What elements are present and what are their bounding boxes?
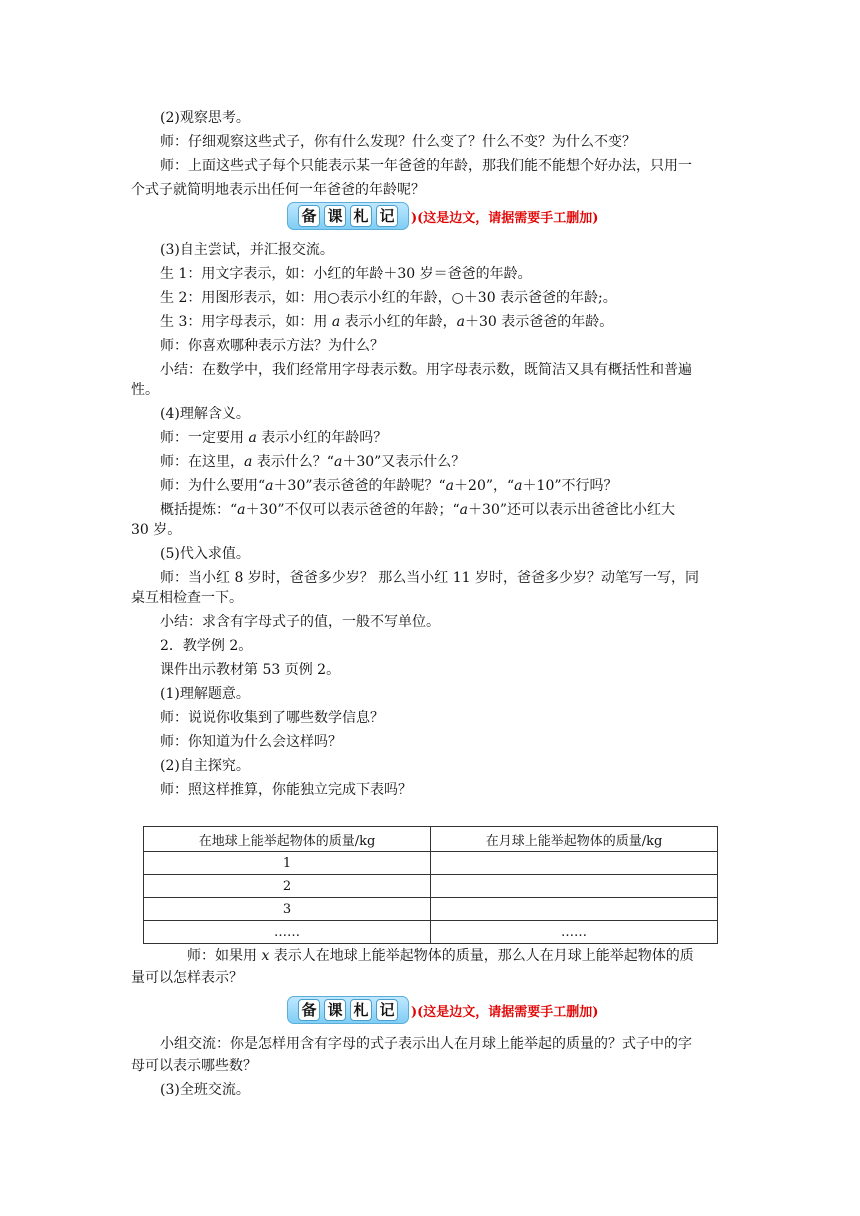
table-cell[interactable] <box>431 875 718 898</box>
badge-char: 备 <box>298 205 320 227</box>
paragraph: 性。 <box>131 382 159 398</box>
heading-substitute: (5)代入求值。 <box>160 546 250 562</box>
paragraph: 母可以表示哪些数？ <box>131 1058 257 1074</box>
table-cell: 1 <box>144 852 431 875</box>
table-header-earth: 在地球上能举起物体的质量/kg <box>144 827 431 852</box>
paragraph: 师：当小红 8 岁时，爸爸多少岁？ 那么当小红 11 岁时，爸爸多少岁？动笔写一写，同 <box>160 570 699 586</box>
paragraph: 师：照这样推算，你能独立完成下表吗？ <box>160 782 412 798</box>
paragraph: 小结：求含有字母式子的值，一般不写单位。 <box>160 614 440 630</box>
heading-understand: (1)理解题意。 <box>160 686 250 702</box>
paragraph: 生 1：用文字表示，如：小红的年龄＋30 岁＝爸爸的年龄。 <box>160 266 532 282</box>
badge-char: 记 <box>376 205 398 227</box>
paragraph: 师：你知道为什么会这样吗？ <box>160 734 342 750</box>
paragraph: 师：上面这些式子每个只能表示某一年爸爸的年龄，那我们能不能想个好办法，只用一 <box>160 158 692 174</box>
paragraph: 师：仔细观察这些式子，你有什么发现？什么变了？什么不变？为什么不变？ <box>160 134 636 150</box>
paragraph: 30 岁。 <box>131 522 182 538</box>
lesson-notes-banner <box>287 201 598 231</box>
paragraph: 生 3：用字母表示，如：用 a 表示小红的年龄，a＋30 表示爸爸的年龄。 <box>160 314 614 330</box>
heading-observe: (2)观察思考。 <box>160 110 250 126</box>
lesson-notes-banner <box>287 995 598 1025</box>
mass-table <box>143 826 718 944</box>
lesson-notes-badge <box>287 996 409 1024</box>
table-row <box>144 921 718 944</box>
badge-char: 备 <box>298 999 320 1021</box>
lesson-notes-badge <box>287 202 409 230</box>
badge-char: 记 <box>376 999 398 1021</box>
table-cell: 2 <box>144 875 431 898</box>
paragraph: 概括提炼：“a＋30”不仅可以表示爸爸的年龄；“a＋30”还可以表示出爸爸比小红大 <box>160 502 676 518</box>
margin-note: )(这是边文，请据需要手工删加) <box>411 210 599 226</box>
table-cell[interactable] <box>431 898 718 921</box>
table-header-row <box>144 827 718 852</box>
heading-meaning: (4)理解含义。 <box>160 406 250 422</box>
paragraph: 量可以怎样表示？ <box>131 970 243 986</box>
heading-class-share: (3)全班交流。 <box>160 1082 250 1098</box>
heading-try: (3)自主尝试，并汇报交流。 <box>160 242 334 258</box>
table-cell: …… <box>431 921 718 944</box>
paragraph: 小组交流：你是怎样用含有字母的式子表示出人在月球上能举起的质量的？式子中的字 <box>160 1036 692 1052</box>
badge-char: 课 <box>324 205 346 227</box>
badge-char: 札 <box>350 205 372 227</box>
paragraph: 师：如果用 x 表示人在地球上能举起物体的质量，那么人在月球上能举起物体的质 <box>187 948 694 964</box>
heading-explore: (2)自主探究。 <box>160 758 250 774</box>
paragraph: 课件出示教材第 53 页例 2。 <box>160 662 341 678</box>
table-cell: …… <box>144 921 431 944</box>
paragraph: 师：一定要用 a 表示小红的年龄吗？ <box>160 430 388 446</box>
table-row <box>144 875 718 898</box>
paragraph: 师：说说你收集到了哪些数学信息？ <box>160 710 384 726</box>
paragraph: 小结：在数学中，我们经常用字母表示数。用字母表示数，既简洁又具有概括性和普遍 <box>160 362 692 378</box>
table-row <box>144 852 718 875</box>
table-cell: 3 <box>144 898 431 921</box>
paragraph: 师：在这里，a 表示什么？“a＋30”又表示什么？ <box>160 454 466 470</box>
heading-example-2: 2．教学例 2。 <box>160 638 253 654</box>
paragraph: 桌互相检查一下。 <box>131 590 243 606</box>
table-header-moon: 在月球上能举起物体的质量/kg <box>431 827 718 852</box>
table-row <box>144 898 718 921</box>
paragraph: 个式子就简明地表示出任何一年爸爸的年龄呢？ <box>131 182 425 198</box>
badge-char: 课 <box>324 999 346 1021</box>
paragraph: 师：为什么要用“a＋30”表示爸爸的年龄呢？“a＋20”，“a＋10”不行吗？ <box>160 478 618 494</box>
table-cell[interactable] <box>431 852 718 875</box>
badge-char: 札 <box>350 999 372 1021</box>
paragraph: 师：你喜欢哪种表示方法？为什么？ <box>160 338 384 354</box>
paragraph: 生 2：用图形表示，如：用○表示小红的年龄，○＋30 表示爸爸的年龄;。 <box>160 290 617 306</box>
margin-note: )(这是边文，请据需要手工删加) <box>411 1004 599 1020</box>
